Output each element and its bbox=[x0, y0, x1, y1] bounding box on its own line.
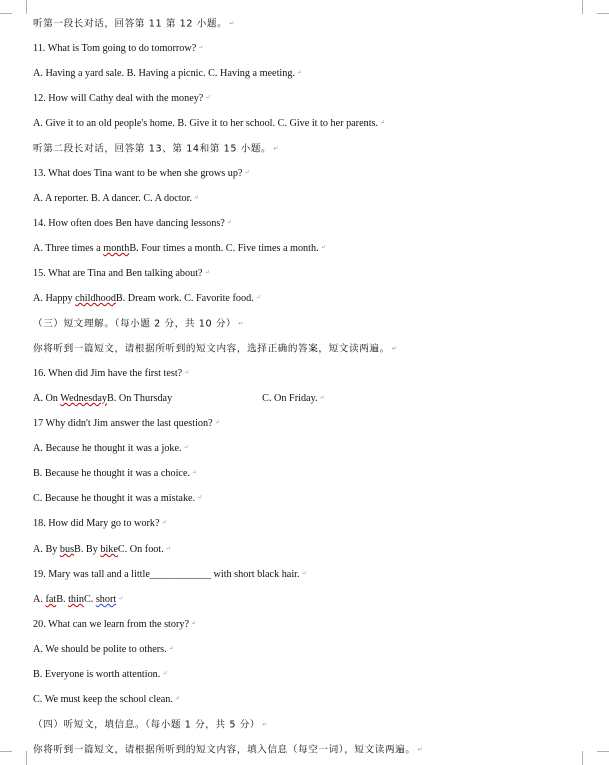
section-instruction-2: 听第二段长对话，回答第 13、第 14和第 15 小题。 ↵ bbox=[33, 143, 279, 155]
question-11-options: A. Having a yard sale. B. Having a picnic. C. Having a meeting. ↵ bbox=[33, 68, 303, 79]
question-20: 20. What can we learn from the story? ↵ bbox=[33, 619, 196, 630]
question-14: 14. How often does Ben have dancing lessons? ↵ bbox=[33, 218, 232, 229]
question-12: 12. How will Cathy deal with the money? ↵ bbox=[33, 93, 211, 104]
crop-mark-bottom-right bbox=[582, 751, 597, 765]
crop-mark-bottom-left bbox=[12, 751, 27, 765]
crop-mark-bottom-left-h bbox=[0, 751, 12, 752]
crop-mark-top-right bbox=[582, 0, 597, 14]
question-11: 11. What is Tom going to do tomorrow? ↵ bbox=[33, 43, 204, 54]
crop-mark-top-left-h bbox=[0, 13, 12, 14]
crop-mark-top-right-h bbox=[597, 13, 609, 14]
question-17-option-b: B. Because he thought it was a choice. ↵ bbox=[33, 468, 198, 479]
question-16-options: A. On WednesdayB. On Thursday C. On Friday. ↵ bbox=[33, 393, 325, 404]
question-13-options: A. A reporter. B. A dancer. C. A doctor. ↵ bbox=[33, 193, 200, 204]
question-16: 16. When did Jim have the first test? ↵ bbox=[33, 368, 190, 379]
section-heading-3: （三）短文理解。（每小题 2 分，共 10 分） ↵ bbox=[33, 318, 244, 330]
question-17-option-a: A. Because he thought it was a joke. ↵ bbox=[33, 443, 189, 454]
question-15: 15. What are Tina and Ben talking about? ↵ bbox=[33, 268, 210, 279]
question-12-options: A. Give it to an old people's home. B. Give it to her school. C. Give it to her parents. ↵ bbox=[33, 118, 386, 129]
section-heading-4: （四）听短文，填信息。（每小题 1 分，共 5 分） ↵ bbox=[33, 719, 268, 731]
question-14-options: A. Three times a monthB. Four times a month. C. Five times a month. ↵ bbox=[33, 243, 326, 254]
question-18-options: A. By busB. By bikeC. On foot. ↵ bbox=[33, 544, 171, 555]
question-19-options: A. fatB. thinC. short ↵ bbox=[33, 594, 124, 605]
question-17: 17 Why didn't Jim answer the last question? ↵ bbox=[33, 418, 220, 429]
question-20-option-a: A. We should be polite to others. ↵ bbox=[33, 644, 174, 655]
question-13: 13. What does Tina want to be when she grows up? ↵ bbox=[33, 168, 250, 179]
question-15-options: A. Happy childhoodB. Dream work. C. Favorite food. ↵ bbox=[33, 293, 261, 304]
section-instruction-4: 你将听到一篇短文，请根据所听到的短文内容，填入信息（每空一词），短文读两遍。 ↵ bbox=[33, 744, 424, 756]
question-20-option-c: C. We must keep the school clean. ↵ bbox=[33, 694, 180, 705]
question-19: 19. Mary was tall and a little____________ with short black hair. ↵ bbox=[33, 569, 307, 580]
question-20-option-b: B. Everyone is worth attention. ↵ bbox=[33, 669, 168, 680]
question-18: 18. How did Mary go to work? ↵ bbox=[33, 518, 167, 529]
question-17-option-c: C. Because he thought it was a mistake. ↵ bbox=[33, 493, 203, 504]
crop-mark-bottom-right-h bbox=[597, 751, 609, 752]
section-instruction-3: 你将听到一篇短文，请根据所听到的短文内容，选择正确的答案，短文读两遍。 ↵ bbox=[33, 343, 398, 355]
section-instruction: 听第一段长对话，回答第 11 第 12 小题。 ↵ bbox=[33, 18, 235, 30]
crop-mark-top-left bbox=[12, 0, 27, 14]
